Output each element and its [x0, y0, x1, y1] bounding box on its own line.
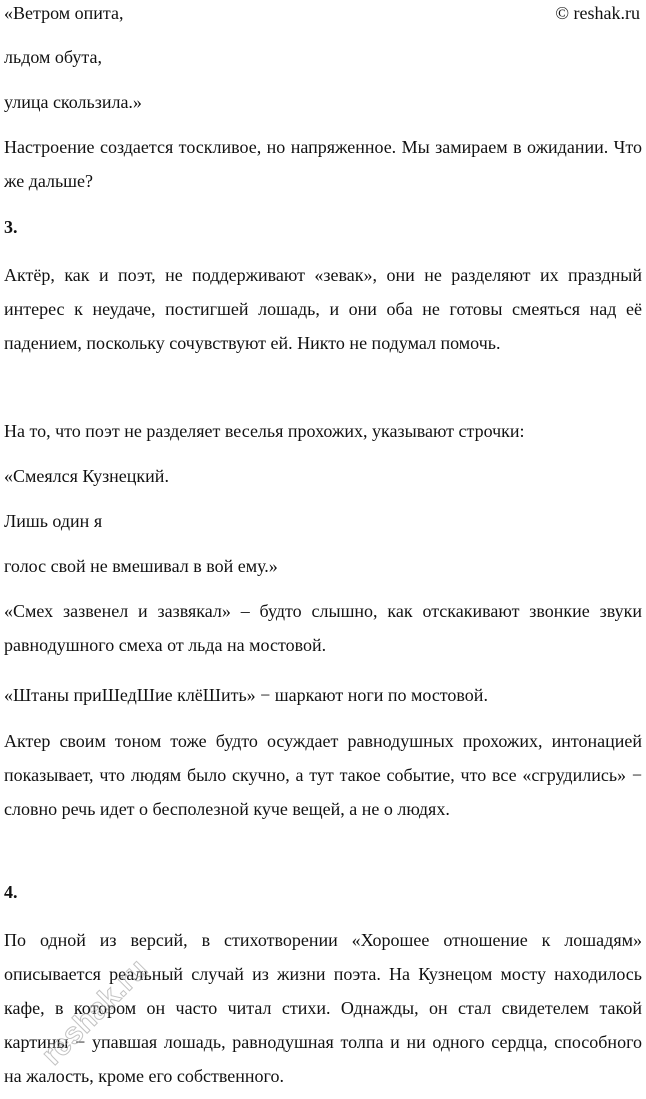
- paragraph-versions: По одной из версий, в стихотворении «Хорошее отношение к лошадям» описывается реальный случай из жизни поэта. На Кузнецом мосту находилось кафе, в котором он часто читал стихи. Однажды, он стал свидетелем такой картины − упавшая лошадь, равнодушная толпа и ни одного сердца, способного на жалость, кроме его собственного.: [4, 930, 642, 1086]
- poem-line-1: «Ветром опита,: [4, 3, 124, 23]
- section-heading-4: 4.: [4, 882, 18, 902]
- paragraph-lines-intro: На то, что поэт не разделяет веселья прохожих, указывают строчки:: [4, 421, 525, 441]
- paragraph-trousers: «Штаны приШедШие клёШить» − шаркают ноги по мостовой.: [4, 685, 488, 705]
- diagonal-watermark-text: reshak.ru: [35, 952, 155, 1072]
- paragraph-actor-tone: Актер своим тоном тоже будто осуждает равнодушных прохожих, интонацией показывает, что людям было скучно, а тут такое событие, что все «сгрудились» − словно речь идет о бесполезной куче вещей, а не о людях.: [4, 731, 642, 819]
- paragraph-mood: Настроение создается тоскливое, но напряженное. Мы замираем в ожидании. Что же дальше?: [4, 137, 642, 191]
- poem-line-3: улица скользила.»: [4, 92, 142, 112]
- poem-line-2: льдом обута,: [4, 47, 102, 67]
- quote-line-2: Лишь один я: [4, 511, 103, 531]
- paragraph-laughter: «Смех зазвенел и зазвякал» – будто слышно, как отскакивают звонкие звуки равнодушного смеха от льда на мостовой.: [4, 601, 642, 655]
- quote-line-1: «Смеялся Кузнецкий.: [4, 466, 169, 486]
- quote-line-3: голос свой не вмешивал в вой ему.»: [4, 556, 278, 576]
- section-heading-3: 3.: [4, 217, 18, 237]
- paragraph-actor-poet: Актёр, как и поэт, не поддерживают «зевак», они не разделяют их праздный интерес к неудаче, постигшей лошадь, и они оба не готовы смеяться над её падением, поскольку сочувствуют ей. Никто не подумал помочь.: [4, 265, 642, 353]
- watermark-reshak: © reshak.ru: [555, 3, 640, 23]
